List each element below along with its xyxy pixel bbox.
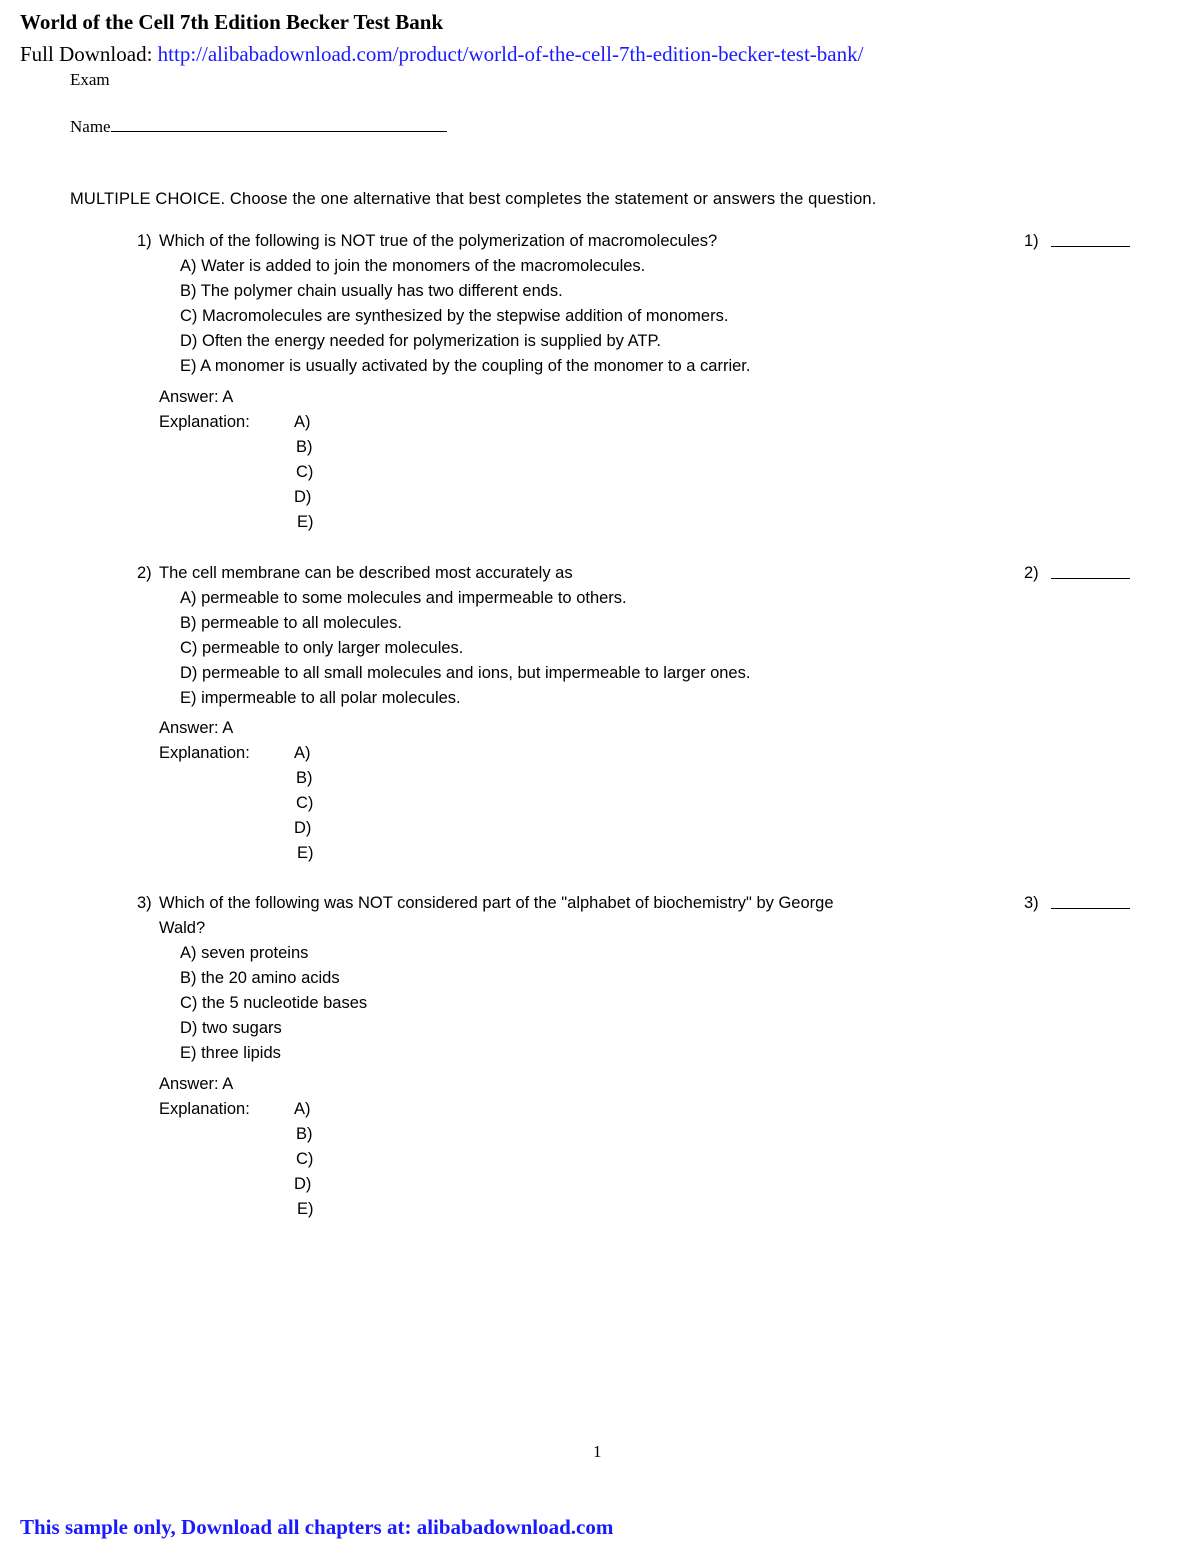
answer-blank-number: 1) [1024, 232, 1039, 250]
explanation-item-c: C) [296, 1150, 314, 1168]
explanation-item-b: B) [296, 1125, 313, 1143]
explanation-item-c: C) [296, 794, 314, 812]
option-a: A) Water is added to join the monomers of the macromolecules. [180, 257, 646, 275]
options-list [180, 586, 750, 711]
option-d: D) Often the energy needed for polymerization is supplied by ATP. [180, 332, 661, 350]
explanation-item-d: D) [294, 488, 312, 506]
explanation-label: Explanation: [159, 413, 250, 431]
explanation-item-a: A) [294, 1100, 311, 1118]
answer-blank-line[interactable] [1051, 908, 1130, 909]
option-e: E) three lipids [180, 1044, 281, 1062]
page-number: 1 [593, 1442, 602, 1461]
document-title: World of the Cell 7th Edition Becker Test Bank [20, 10, 444, 34]
option-c: C) permeable to only larger molecules. [180, 639, 464, 657]
question-number: 3) [137, 894, 152, 912]
option-d: D) two sugars [180, 1019, 282, 1037]
question-number: 2) [137, 564, 152, 582]
explanation-item-a: A) [294, 744, 311, 762]
question-text-line: Wald? [159, 919, 206, 937]
answer-line: Answer: A [159, 1075, 234, 1093]
name-row [70, 116, 447, 138]
option-e: E) impermeable to all polar molecules. [180, 689, 461, 707]
question-text-line: Which of the following was NOT considered part of the "alphabet of biochemistry" by George [159, 894, 834, 912]
name-label: Name [70, 117, 111, 136]
option-c: C) Macromolecules are synthesized by the stepwise addition of monomers. [180, 307, 729, 325]
name-blank-line[interactable] [111, 130, 447, 132]
option-b: B) the 20 amino acids [180, 969, 340, 987]
question-text-line: Which of the following is NOT true of the polymerization of macromolecules? [159, 232, 718, 250]
answer-blank-number: 2) [1024, 564, 1039, 582]
question-text [159, 229, 979, 254]
answer-blank-line[interactable] [1051, 578, 1130, 579]
option-b: B) permeable to all molecules. [180, 614, 402, 632]
question-text [159, 561, 979, 586]
options-list [180, 941, 367, 1066]
explanation-item-e: E) [297, 1200, 314, 1218]
download-prefix: Full Download: [20, 42, 158, 66]
download-link[interactable]: http://alibabadownload.com/product/world-of-the-cell-7th-edition-becker-test-bank/ [157, 42, 864, 66]
footer-banner: This sample only, Download all chapters at: alibabadownload.com [20, 1515, 614, 1539]
explanation-item-c: C) [296, 463, 314, 481]
question-number: 1) [137, 232, 152, 250]
explanation-item-d: D) [294, 819, 312, 837]
explanation-item-d: D) [294, 1175, 312, 1193]
option-d: D) permeable to all small molecules and ions, but impermeable to larger ones. [180, 664, 751, 682]
option-c: C) the 5 nucleotide bases [180, 994, 368, 1012]
explanation-item-a: A) [294, 413, 311, 431]
answer-blank-number: 3) [1024, 894, 1039, 912]
explanation-item-b: B) [296, 438, 313, 456]
explanation-item-b: B) [296, 769, 313, 787]
explanation-list [294, 410, 314, 535]
question-text-line: The cell membrane can be described most accurately as [159, 564, 573, 582]
option-a: A) permeable to some molecules and impermeable to others. [180, 589, 627, 607]
instructions: MULTIPLE CHOICE. Choose the one alternative that best completes the statement or answers the question. [70, 190, 877, 208]
explanation-label: Explanation: [159, 1100, 250, 1118]
option-e: E) A monomer is usually activated by the coupling of the monomer to a carrier. [180, 357, 751, 375]
option-a: A) seven proteins [180, 944, 309, 962]
answer-blank-line[interactable] [1051, 246, 1130, 247]
download-line [20, 40, 863, 68]
exam-label: Exam [70, 70, 110, 89]
explanation-list [294, 1097, 314, 1222]
explanation-label: Explanation: [159, 744, 250, 762]
option-b: B) The polymer chain usually has two different ends. [180, 282, 563, 300]
answer-line: Answer: A [159, 719, 234, 737]
explanation-item-e: E) [297, 844, 314, 862]
explanation-list [294, 741, 314, 866]
options-list [180, 254, 750, 379]
answer-line: Answer: A [159, 388, 234, 406]
explanation-item-e: E) [297, 513, 314, 531]
question-text [159, 891, 979, 941]
